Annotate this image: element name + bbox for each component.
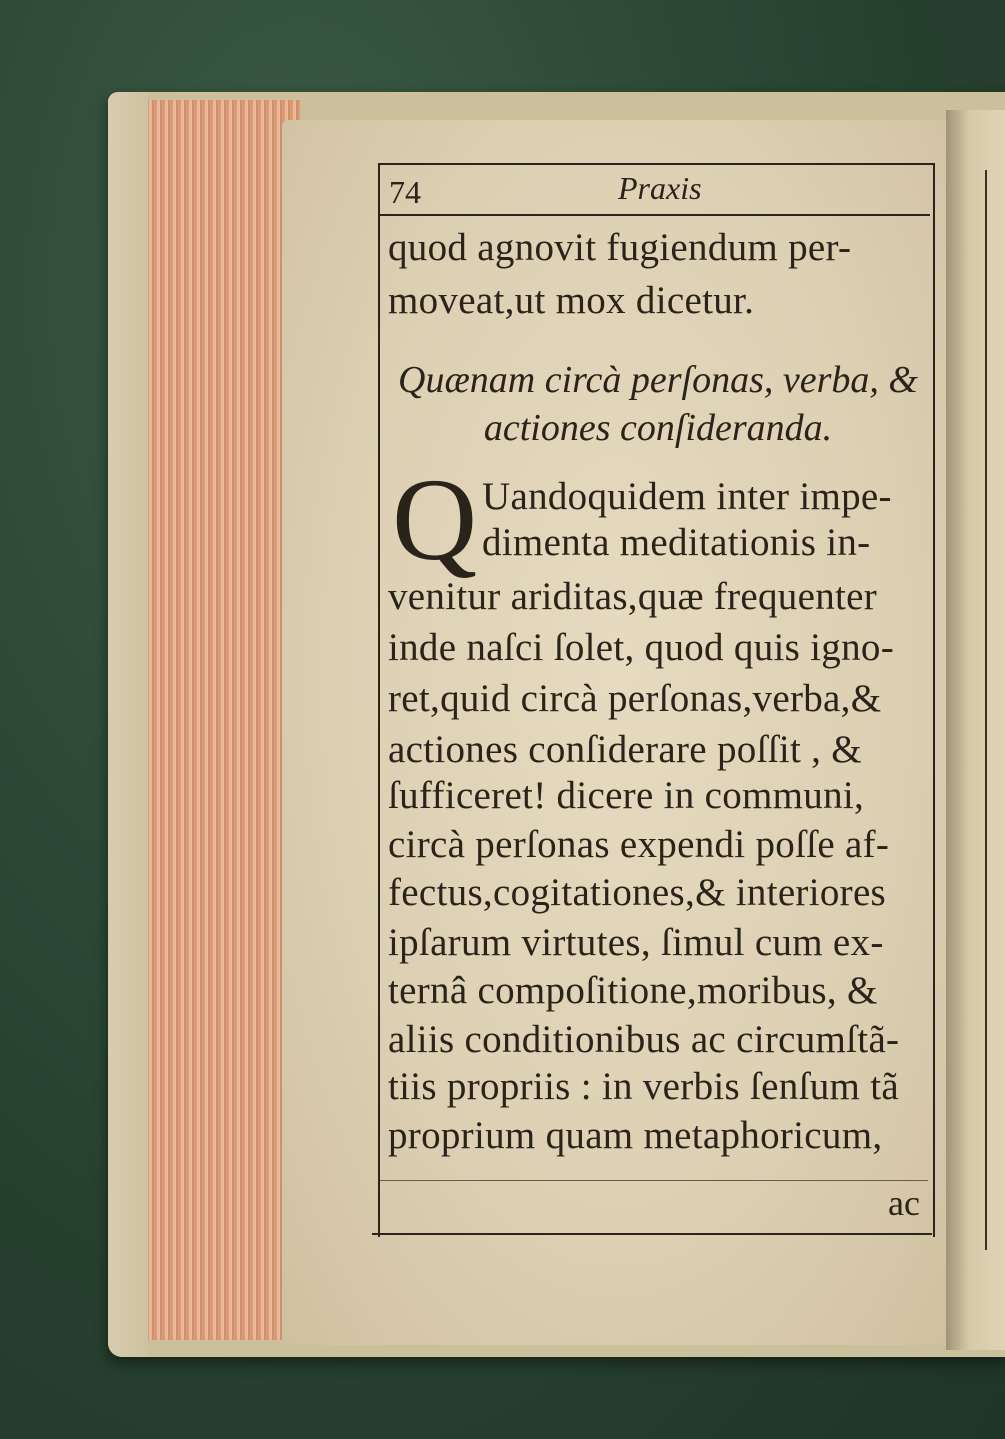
binding-edge <box>108 92 148 1357</box>
text-line: Uandoquidem inter impe- <box>482 475 892 518</box>
text-line: fectus,cogitationes,& interiores <box>388 871 887 914</box>
text-line: moveat,ut mox dicetur. <box>388 279 755 322</box>
frame-bottom-rule <box>372 1233 932 1235</box>
running-title: Praxis <box>618 170 702 206</box>
text-line: aliis conditionibus ac circumſtã- <box>388 1018 900 1061</box>
text-line: circà perſonas expendi poſſe af- <box>388 823 890 866</box>
text-line: proprium quam metaphoricum, <box>388 1114 883 1157</box>
catchword: ac <box>888 1183 920 1223</box>
drop-cap: Q <box>392 454 478 585</box>
text-line: quod agnovit fugiendum per- <box>388 226 852 269</box>
text-line: venitur ariditas,quæ frequenter <box>388 575 878 618</box>
text-line: ternâ compoſitione,moribus, & <box>388 969 878 1012</box>
footer-rule <box>380 1180 928 1181</box>
text-line: actiones conſiderare poſſit , & <box>388 728 862 771</box>
text-line: inde naſci ſolet, quod quis igno- <box>388 626 894 669</box>
page-edges <box>130 100 300 1340</box>
text-line: tiis propriis : in verbis ſenſum tã <box>388 1065 899 1108</box>
text-line: ret,quid circà perſonas,verba,& <box>388 677 882 720</box>
page-number: 74 <box>389 174 421 210</box>
section-heading: actiones conſideranda. <box>483 407 833 449</box>
facing-page-edge <box>985 170 1005 1250</box>
text-line: ſufficeret! dicere in communi, <box>388 774 865 817</box>
text-line: ipſarum virtutes, ſimul cum ex- <box>388 921 884 964</box>
header-rule <box>380 214 930 216</box>
text-line: dimenta meditationis in- <box>482 521 871 564</box>
section-heading: Quænam circà perſonas, verba, & <box>398 359 918 401</box>
